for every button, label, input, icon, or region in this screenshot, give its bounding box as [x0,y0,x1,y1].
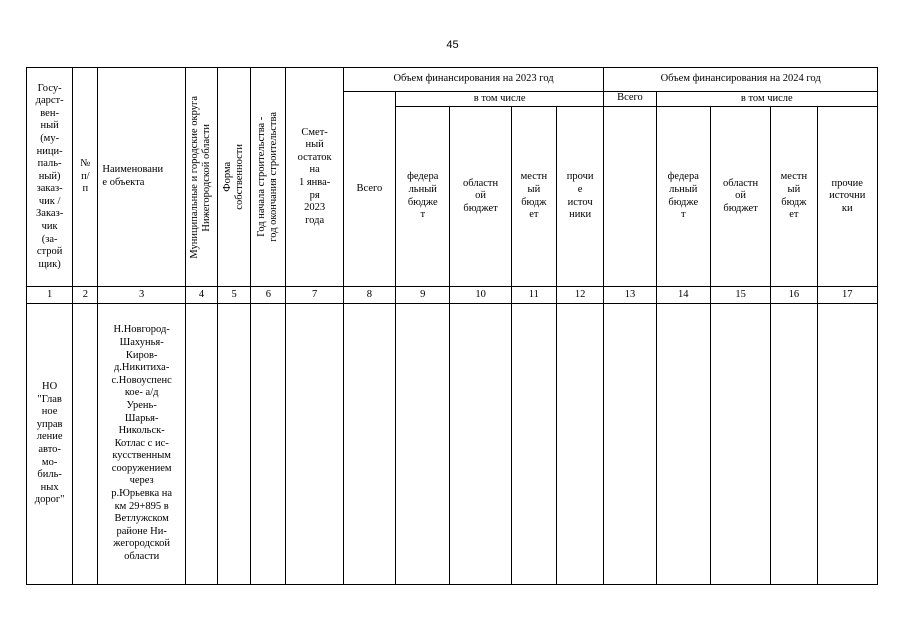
row-regional-2024 [710,304,770,585]
row-ownership [218,304,251,585]
column-number: 8 [343,287,395,304]
financing-table [26,67,878,585]
row-other-2023 [556,304,603,585]
header-row-1 [27,68,878,92]
column-number: 6 [251,287,286,304]
column-number: 14 [656,287,710,304]
header-ownership: Форма собственности [218,68,251,287]
column-number: 1 [27,287,73,304]
column-number: 13 [604,287,656,304]
row-customer: НО "Глав ное управ ление авто- мо- биль- ных дорог" [27,304,73,585]
header-including-2023: в том числе [396,92,604,107]
header-other-2023: прочи е источ ники [556,107,603,287]
header-including-2024: в том числе [656,92,877,107]
header-regional-2024: областн ой бюджет [710,107,770,287]
table-row [27,304,878,585]
column-number: 4 [185,287,217,304]
header-total-2023: Всего [343,92,395,287]
header-funding-2024: Объем финансирования на 2024 год [604,68,878,92]
row-local-2023 [511,304,556,585]
column-number: 2 [73,287,98,304]
header-total-2024-blank [604,107,656,287]
column-number: 5 [218,287,251,304]
row-object-name: Н.Новгород- Шахунья- Киров- д.Никитиха- с.Новоуспенс кое- а/д Урень- Шарья- Никольск- Котлас с ис- кусственным сооружением через р.Юрьевка на км 29+895 в Ветлужском районе Ни- жегородской области [98,304,186,585]
row-years [251,304,286,585]
header-municipality: Муниципальные и городские округа Нижегородской области [185,68,217,287]
header-number: № п/ п [73,68,98,287]
column-number: 15 [710,287,770,304]
column-number-row [27,287,878,304]
header-other-2024: прочие источни ки [817,107,877,287]
row-federal-2023 [396,304,450,585]
row-remainder [286,304,343,585]
header-total-2024: Всего [604,92,656,107]
column-number: 7 [286,287,343,304]
header-local-2024: местн ый бюдж ет [771,107,817,287]
column-number: 16 [771,287,817,304]
header-remainder: Смет- ный остаток на 1 янва- ря 2023 года [286,68,343,287]
column-number: 10 [450,287,511,304]
header-federal-2023: федера льный бюдже т [396,107,450,287]
header-customer: Госу- дарст- вен- ный (му- ници- паль- ный) заказ- чик / Заказ- чик (за- строй щик) [27,68,73,287]
column-number: 11 [511,287,556,304]
column-number: 12 [556,287,603,304]
header-local-2023: местн ый бюдж ет [511,107,556,287]
header-regional-2023: областн ой бюджет [450,107,511,287]
row-local-2024 [771,304,817,585]
column-number: 17 [817,287,877,304]
column-number: 9 [396,287,450,304]
header-years: Год начала строительства - год окончания строительства [251,68,286,287]
page-number: 45 [446,39,459,51]
row-total-2024 [604,304,656,585]
row-other-2024 [817,304,877,585]
row-regional-2023 [450,304,511,585]
row-municipality [185,304,217,585]
header-object-name: Наименовани е объекта [98,68,186,287]
column-number: 3 [98,287,186,304]
row-federal-2024 [656,304,710,585]
row-number [73,304,98,585]
row-total-2023 [343,304,395,585]
header-federal-2024: федера льный бюдже т [656,107,710,287]
header-funding-2023: Объем финансирования на 2023 год [343,68,604,92]
